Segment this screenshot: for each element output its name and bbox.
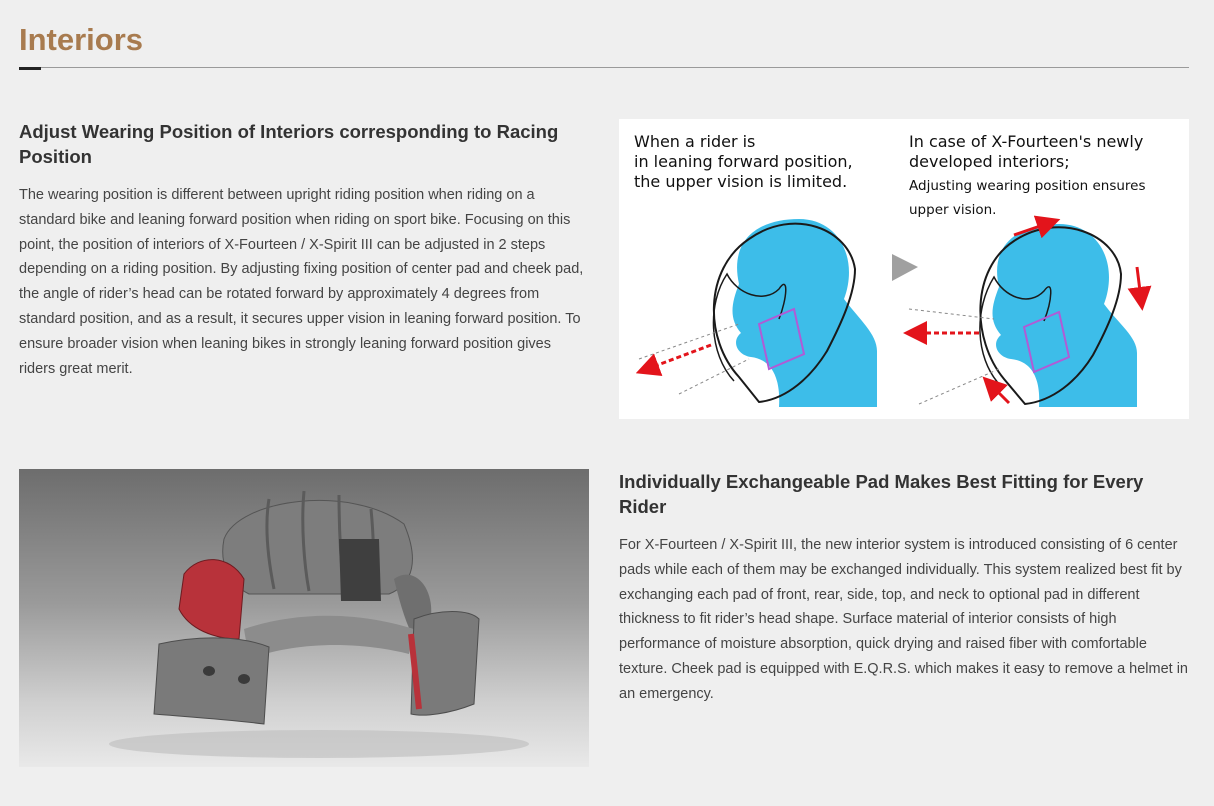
title-divider-accent xyxy=(19,67,41,70)
neck-pad xyxy=(244,616,414,659)
pad-shadow xyxy=(109,730,529,758)
helmet-standard-figure xyxy=(639,219,877,407)
rear-pad xyxy=(339,539,381,601)
caption-line: upper vision. xyxy=(909,202,997,218)
section-heading-wearing-position: Adjust Wearing Position of Interiors corresponding to Racing Position xyxy=(19,121,559,167)
rider-head-silhouette xyxy=(993,224,1138,407)
cheek-pad-right xyxy=(411,612,479,716)
section-body-wearing-position: The wearing position is different between upright riding position when riding on a standard bike and leaning forward position when riding on sport bike. Focusing on this point, the position of interiors of X-Fourteen / X-Spirit III can be adjusted in 2 steps depending on a riding position. By adjusting fixing position of center pad and cheek pad, the angle of rider’s head can be rotated forward by approximately 4 degrees from standard position, and as a result, it secures upper vision in leaning forward position. To ensure broader vision when leaning bikes in strongly leaning forward position gives riders great merit. xyxy=(19,187,584,377)
section-heading-exchangeable-pad: Individually Exchangeable Pad Makes Best Fitting for Every Rider xyxy=(619,471,1144,517)
caption-line: developed interiors; xyxy=(909,152,1070,171)
center-pad xyxy=(223,500,413,594)
interior-pads-illustration xyxy=(19,469,589,767)
caption-line: When a rider is xyxy=(634,132,756,151)
wearing-position-diagram xyxy=(619,119,1189,419)
caption-line: the upper vision is limited. xyxy=(634,172,848,191)
vision-arrow xyxy=(647,345,711,369)
cheek-pad-hole xyxy=(203,666,215,676)
caption-line: In case of X-Fourteen's newly xyxy=(909,132,1144,151)
cheek-pad-left xyxy=(154,638,269,724)
diagram-illustration xyxy=(619,119,1189,419)
side-pad-left xyxy=(179,560,244,639)
rotate-arrow xyxy=(1137,267,1141,299)
title-divider xyxy=(19,67,1189,68)
caption-line: Adjusting wearing position ensures xyxy=(909,178,1146,194)
helmet-adjusted-figure xyxy=(909,223,1141,407)
interior-pads-photo xyxy=(19,469,589,767)
page-title: Interiors xyxy=(19,22,144,57)
vision-line xyxy=(919,369,999,404)
section-body-exchangeable-pad: For X-Fourteen / X-Spirit III, the new interior system is introduced consisting of 6 center pads while each of them may be exchanged individually. This system realized best fit by exchanging each pad of front, rear, side, top, and neck to optional pad in different thickness to fit rider’s head shape. Surface material of interior consists of high performance of moisture absorption, quick drying and raised fiber with comfortable texture. Cheek pad is equipped with E.Q.R.S. which makes it easy to remove a helmet in an emergency. xyxy=(619,537,1188,702)
cheek-pad-hole xyxy=(238,674,250,684)
rotate-arrow xyxy=(991,385,1009,403)
next-triangle-icon xyxy=(892,254,918,281)
caption-line: in leaning forward position, xyxy=(634,152,853,171)
